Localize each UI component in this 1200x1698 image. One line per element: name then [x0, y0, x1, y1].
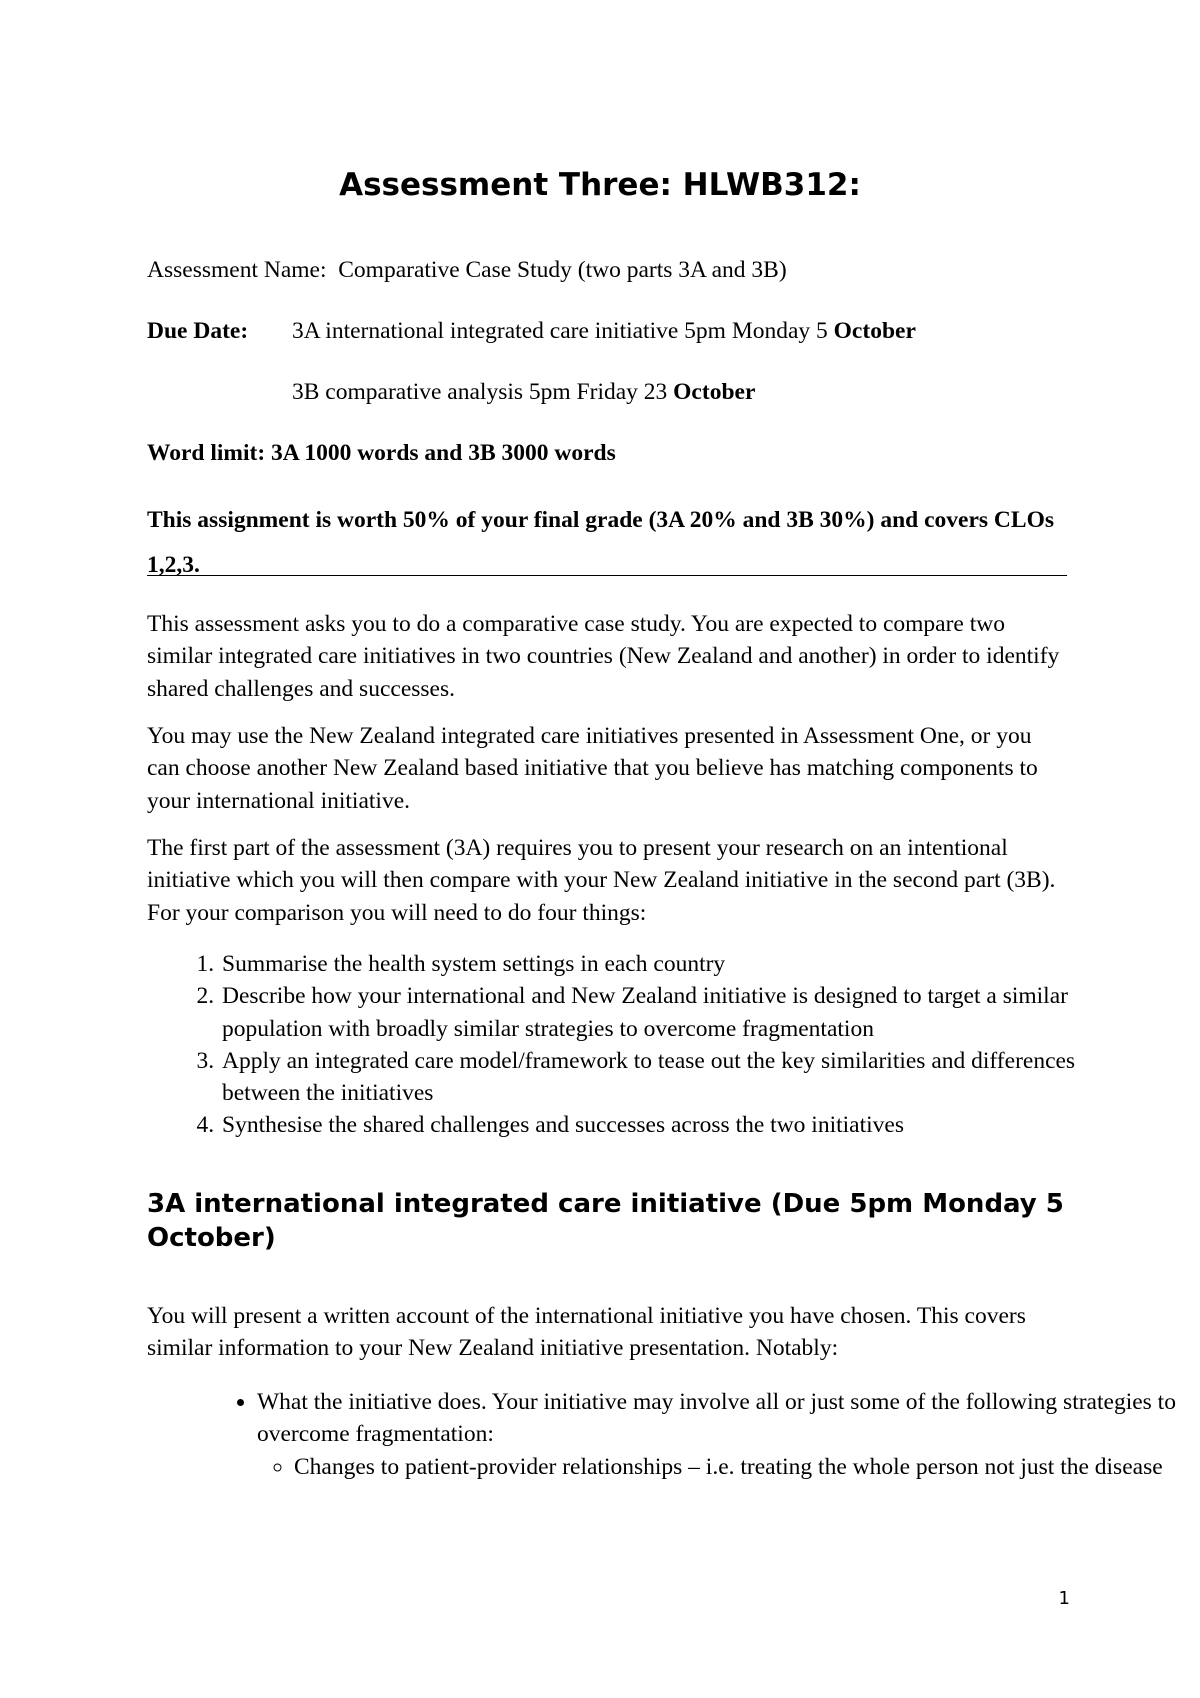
horizontal-rule	[147, 575, 1067, 576]
due-3b-line	[292, 377, 755, 407]
due-3b-text: 3B comparative analysis 5pm Friday 23	[292, 379, 668, 405]
page-number: 1	[1058, 1588, 1070, 1609]
comparison-steps-list	[147, 948, 1142, 1142]
section-intro-paragraph: You will present a written account of the international initiative you have chosen. This covers similar information to your New Zealand initiative presentation. Notably:	[147, 1303, 1026, 1362]
list-item: 4. Synthesise the shared challenges and successes across the two initiatives	[220, 1109, 1142, 1141]
strategy-bullets	[147, 1386, 1179, 1483]
document-title: Assessment Three: HLWB312:	[339, 167, 861, 203]
word-limit-line: Word limit: 3A 1000 words and 3B 3000 words	[147, 440, 616, 466]
sub-bullets	[257, 1451, 1179, 1483]
initiative-choice-paragraph: You may use the New Zealand integrated care initiatives presented in Assessment One, or you can choose another New Zealand based initiative that you believe has matching components to your international initiative.	[147, 723, 1038, 814]
bullet-text: What the initiative does. Your initiative may involve all or just some of the following strategies to overcome fragmentation:	[257, 1389, 1176, 1448]
due-3b-month: October	[673, 379, 756, 405]
list-item: 2. Describe how your international and New Zealand initiative is designed to target a similar population with broadly similar strategies to overcome fragmentation	[220, 980, 1142, 1045]
assessment-name-line	[147, 255, 787, 285]
due-date-line	[147, 316, 916, 346]
due-date-label: Due Date:	[147, 318, 249, 344]
assessment-name-value: Comparative Case Study (two parts 3A and 3B)	[338, 257, 787, 283]
list-item	[257, 1386, 1179, 1483]
first-part-paragraph: The first part of the assessment (3A) requires you to present your research on an intentional initiative which you will then compare with your New Zealand initiative in the second part (3B). For your comparison you will need to do four things:	[147, 835, 1056, 926]
list-item: 3. Apply an integrated care model/framework to tease out the key similarities and differences between the initiatives	[220, 1045, 1142, 1110]
list-item: ◦ Changes to patient-provider relationships – i.e. treating the whole person not just the disease	[294, 1451, 1179, 1483]
assessment-name-label: Assessment Name:	[147, 257, 327, 283]
due-3a-month: October	[833, 318, 916, 344]
intro-paragraph: This assessment asks you to do a comparative case study. You are expected to compare two similar integrated care initiatives in two countries (New Zealand and another) in order to identify shared challenges and successes.	[147, 611, 1060, 702]
section-heading-3a: 3A international integrated care initiative (Due 5pm Monday 5 October)	[147, 1189, 1064, 1253]
due-3a-text: 3A international integrated care initiative 5pm Monday 5	[292, 318, 828, 344]
list-item: 1. Summarise the health system settings in each country	[220, 948, 1142, 980]
grade-weight-statement: This assignment is worth 50% of your final grade (3A 20% and 3B 30%) and covers CLOs 1,2,3.	[147, 507, 1054, 578]
due-3a	[292, 316, 916, 346]
